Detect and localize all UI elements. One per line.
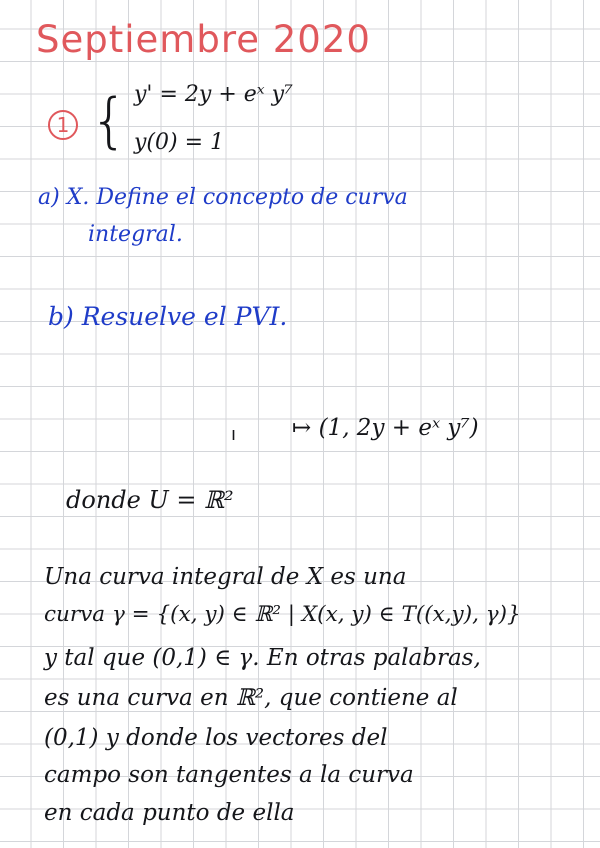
answer-line-7: en cada punto de ella [44, 800, 295, 826]
part-b-line-1: b) Resuelve el PVI. [48, 302, 288, 331]
answer-line-2: curva γ = {(x, y) ∈ ℝ² | X(x, y) ∈ T((x,y), γ)} [44, 602, 521, 627]
ode-equation: y' = 2y + eˣ y⁷ [134, 82, 293, 107]
answer-line-1: Una curva integral de X es una [44, 564, 407, 590]
page-title: Septiembre 2020 [36, 18, 371, 61]
part-a-line-1: a) X. Define el concepto de curva [38, 185, 408, 210]
answer-line-4: es una curva en ℝ², que contiene al [44, 685, 458, 711]
system-brace: { [90, 86, 129, 156]
part-a-line-2: integral. [88, 222, 183, 247]
answer-line-3: y tal que (0,1) ∈ γ. En otras palabras, [44, 645, 481, 671]
problem-number-badge: 1 [48, 110, 78, 140]
work-tick: ı [231, 424, 237, 445]
domain-statement: donde U = ℝ² [66, 486, 234, 514]
answer-line-6: campo son tangentes a la curva [44, 762, 414, 788]
answer-line-5: (0,1) y donde los vectores del [44, 725, 388, 751]
initial-condition: y(0) = 1 [134, 130, 225, 155]
vector-field-mapping: ↦ (1, 2y + eˣ y⁷) [292, 415, 479, 441]
